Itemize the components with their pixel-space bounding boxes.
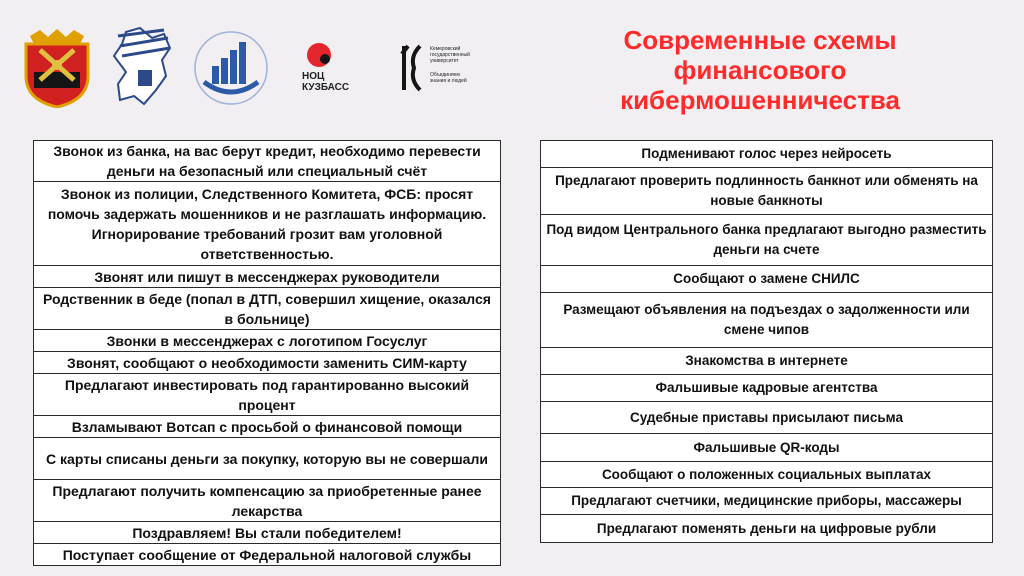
scheme-item: Фальшивые QR-коды <box>541 434 993 462</box>
scheme-item: Звонок из банка, на вас берут кредит, необходимо перевести деньги на безопасный или специальный счёт <box>34 141 501 182</box>
scheme-item: Знакомства в интернете <box>541 348 993 375</box>
scheme-item: Родственник в беде (попал в ДТП, совершил хищение, оказался в больнице) <box>34 288 501 330</box>
noc-line1: НОЦ <box>302 71 325 82</box>
svg-text:Объединяем: Объединяем <box>430 72 460 78</box>
scheme-item: Предлагают счетчики, медицинские приборы, массажеры <box>541 488 993 515</box>
scheme-item: Предлагают инвестировать под гарантированно высокий процент <box>34 374 501 416</box>
scheme-item: Поздравляем! Вы стали победителем! <box>34 522 501 544</box>
scheme-item: Звонок из полиции, Следственного Комитета, ФСБ: просят помочь задержать мошенников и не разглашать информацию. Игнорирование требований грозит вам уголовной ответственностью. <box>34 182 501 266</box>
scheme-item: Подменивают голос через нейросеть <box>541 141 993 168</box>
scheme-item: Судебные приставы присылают письма <box>541 402 993 434</box>
svg-text:Кемеровский: Кемеровский <box>430 46 461 52</box>
scheme-item: Звонки в мессенджерах с логотипом Госуслуг <box>34 330 501 352</box>
kemgu-university-logo <box>398 38 488 98</box>
left-schemes-table <box>33 140 501 566</box>
scheme-item: Предлагают поменять деньги на цифровые рубли <box>541 515 993 543</box>
page-title: Современные схемы финансового кибермошенничества <box>620 25 900 115</box>
scheme-item: Фальшивые кадровые агентства <box>541 375 993 402</box>
svg-text:университет: университет <box>430 58 459 64</box>
scheme-item: Звонят, сообщают о необходимости заменить СИМ-карту <box>34 352 501 374</box>
regional-financial-literacy-center-logo <box>190 28 272 108</box>
scheme-item: Сообщают о замене СНИЛС <box>541 266 993 293</box>
scheme-item: С карты списаны деньги за покупку, которую вы не совершали <box>34 438 501 480</box>
scheme-item: Сообщают о положенных социальных выплатах <box>541 462 993 488</box>
scheme-item: Поступает сообщение от Федеральной налоговой службы <box>34 544 501 566</box>
right-schemes-table <box>540 140 993 543</box>
scheme-item: Взламывают Вотсап с просьбой о финансовой помощи <box>34 416 501 438</box>
svg-text:государственный: государственный <box>430 52 470 58</box>
scheme-item: Под видом Центрального банка предлагают выгодно разместить деньги на счете <box>541 215 993 266</box>
scheme-item: Размещают объявления на подъездах о задолженности или смене чипов <box>541 293 993 348</box>
svg-text:знания и людей: знания и людей <box>430 78 467 84</box>
noc-line2: КУЗБАСС <box>302 82 350 92</box>
noc-kuzbass-logo <box>300 42 390 92</box>
scheme-item: Предлагают проверить подлинность банкнот или обменять на новые банкноты <box>541 168 993 215</box>
scheme-item: Звонят или пишут в мессенджерах руководители <box>34 266 501 288</box>
scheme-item: Предлагают получить компенсацию за приобретенные ранее лекарства <box>34 480 501 522</box>
kemerovo-coat-of-arms-icon <box>22 28 92 108</box>
kuzbass-map-icon <box>108 26 178 106</box>
